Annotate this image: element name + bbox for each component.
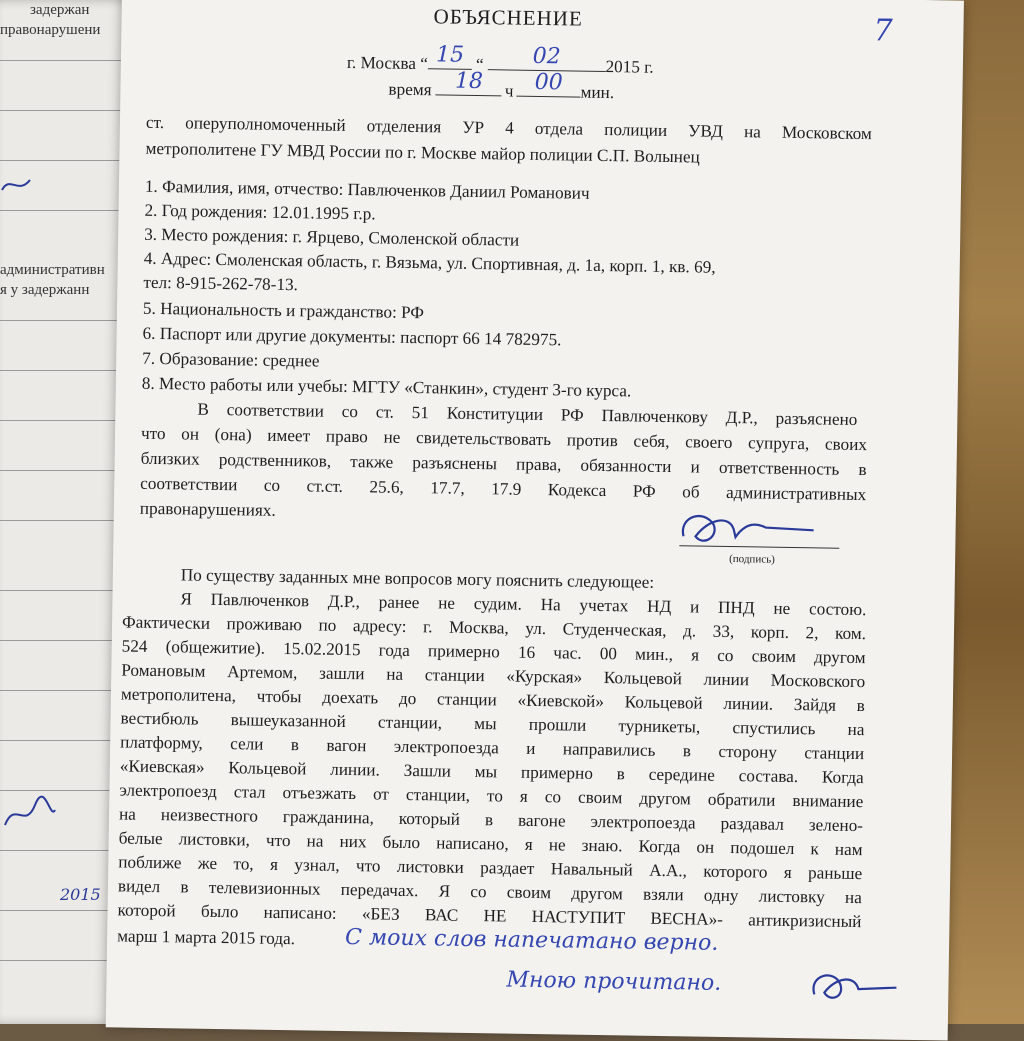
left-fragment: задержан — [30, 2, 90, 18]
statement-line: видел в телевизионных передачах. Я со своим другом взяли одну листовку на — [117, 876, 862, 908]
statement-line: Романовым Артемом, зашли на станции «Курская» Кольцевой линии Московского — [121, 660, 866, 692]
minute-unit: мин. — [580, 82, 615, 103]
rights-line: соответствии со ст.ст. 25.6, 17.7, 17.9 Кодекса РФ об административных — [140, 473, 867, 505]
explanation-sheet — [106, 0, 964, 1040]
field-line: 4. Адрес: Смоленская область, г. Вязьма, ул. Спортивная, д. 1а, корп. 1, кв. 69, — [143, 248, 716, 277]
month-value: 02 — [532, 43, 561, 70]
field-line: 8. Место работы или учебы: МГТУ «Станкин», студент 3-го курса. — [141, 373, 632, 401]
minute-field — [516, 69, 580, 98]
ruled-line — [0, 210, 130, 211]
month-field — [487, 43, 605, 72]
rights-line: что он (она) имеет право не свидетельствовать против себя, своего супруга, своих — [140, 423, 868, 455]
field-line: 1. Фамилия, имя, отчество: Павлюченков Даниил Романович — [144, 176, 590, 203]
handwritten-read-note: Мною прочитано. — [506, 967, 722, 996]
field-line: 2. Год рождения: 12.01.1995 г.р. — [144, 200, 376, 224]
rights-line: В соответствии со ст. 51 Конституции РФ Павлюченкову Д.Р., разъяснено — [197, 399, 858, 429]
ruled-line — [0, 640, 130, 641]
field-line: 7. Образование: среднее — [142, 348, 320, 371]
statement-line: 524 (общежитие). 15.02.2015 года примерно 16 час. 00 мин., я со своим другом — [121, 636, 866, 668]
statement-line: Я Павлюченков Д.Р., ранее не судим. На учетах НД и ПНД не состою. — [180, 589, 867, 620]
ruled-line — [0, 320, 130, 321]
officer-line: метрополитене ГУ МВД России по г. Москве майор полиции С.П. Волынец — [145, 138, 700, 167]
statement-line: «Киевская» Кольцевой линии. Зашли мы примерно в середине состава. Когда — [119, 756, 864, 788]
left-scribble — [0, 170, 40, 200]
ruled-line — [0, 520, 130, 521]
closing-signature — [806, 966, 907, 1008]
left-fragment: административн — [0, 262, 105, 278]
statement-last-line: марш 1 марта 2015 года. — [117, 926, 296, 949]
field-line: 3. Место рождения: г. Ярцево, Смоленской области — [144, 224, 520, 250]
ruled-line — [0, 470, 130, 471]
field-line: тел: 8-915-262-78-13. — [143, 272, 299, 295]
statement-intro: По существу заданных мне вопросов могу пояснить следующее: — [180, 565, 655, 592]
statement-line: поближе же то, я узнал, что листовки раздает Навальный А.А., которого я раньше — [118, 852, 863, 884]
statement-line: вестибюль вышеуказанной станции, мы прошли турникеты, спустились на — [120, 708, 865, 740]
officer-line: ст. оперуполномоченный отделения УР 4 отдела полиции УВД на Московском — [145, 112, 872, 144]
signature-caption: (подпись) — [729, 552, 775, 566]
day-sep: “ — [475, 54, 484, 75]
ruled-line — [0, 60, 130, 61]
left-fragment: правонарушени — [0, 22, 101, 38]
page-title: ОБЪЯСНЕНИЕ — [433, 4, 583, 31]
city-label: г. Москва “ — [346, 52, 429, 74]
handwritten-verification: С моих слов напечатано верно. — [344, 925, 719, 956]
statement-line: электропоезд стал отъезжать от станции, то я со своим другом обратили внимание — [119, 780, 864, 812]
statement-line: белые листовки, что на них было написано, я не знаю. Когда он подошел к нам — [118, 828, 863, 860]
ruled-line — [0, 160, 130, 161]
hour-value: 18 — [454, 68, 484, 95]
year-label: 2015 г. — [605, 56, 654, 77]
day-field — [428, 42, 472, 70]
field-line: 5. Национальность и гражданство: РФ — [142, 298, 425, 323]
statement-line: Фактически проживаю по адресу: г. Москва, ул. Студенческая, д. 33, корп. 2, ком. — [121, 612, 867, 644]
left-fragment: я у задержанн — [0, 282, 90, 298]
rights-line: правонарушениях. — [139, 498, 276, 520]
time-line — [388, 68, 615, 103]
statement-line: на неизвестного гражданина, который в вагоне электропоезда раздавал зелено- — [118, 804, 864, 836]
left-handwriting: 2015 — [60, 885, 101, 904]
day-value: 15 — [435, 42, 465, 68]
ruled-line — [0, 370, 130, 371]
minute-value: 00 — [534, 69, 563, 96]
statement-line: которой было написано: «БЕЗ ВАС НЕ НАСТУПИТ ВЕСНА»- антикризисный — [117, 900, 862, 932]
field-line: 6. Паспорт или другие документы: паспорт 66 14 782975. — [142, 323, 562, 350]
statement-line: метрополитена, чтобы доехать до станции «Киевской» Кольцевой линии. Зайдя в — [120, 684, 866, 716]
rights-line: близких родственников, также разъяснены права, обязанности и ответственность в — [140, 448, 867, 480]
statement-line: платформу, сели в вагон электропоезда и направились в сторону станции — [120, 732, 865, 764]
ruled-line — [0, 590, 130, 591]
corner-mark: 7 — [873, 13, 893, 49]
hour-field — [436, 68, 502, 96]
left-signature-scribble — [0, 790, 60, 840]
hour-unit: ч — [504, 81, 514, 101]
time-label: время — [388, 79, 432, 100]
ruled-line — [0, 110, 130, 111]
ruled-line — [0, 420, 130, 421]
